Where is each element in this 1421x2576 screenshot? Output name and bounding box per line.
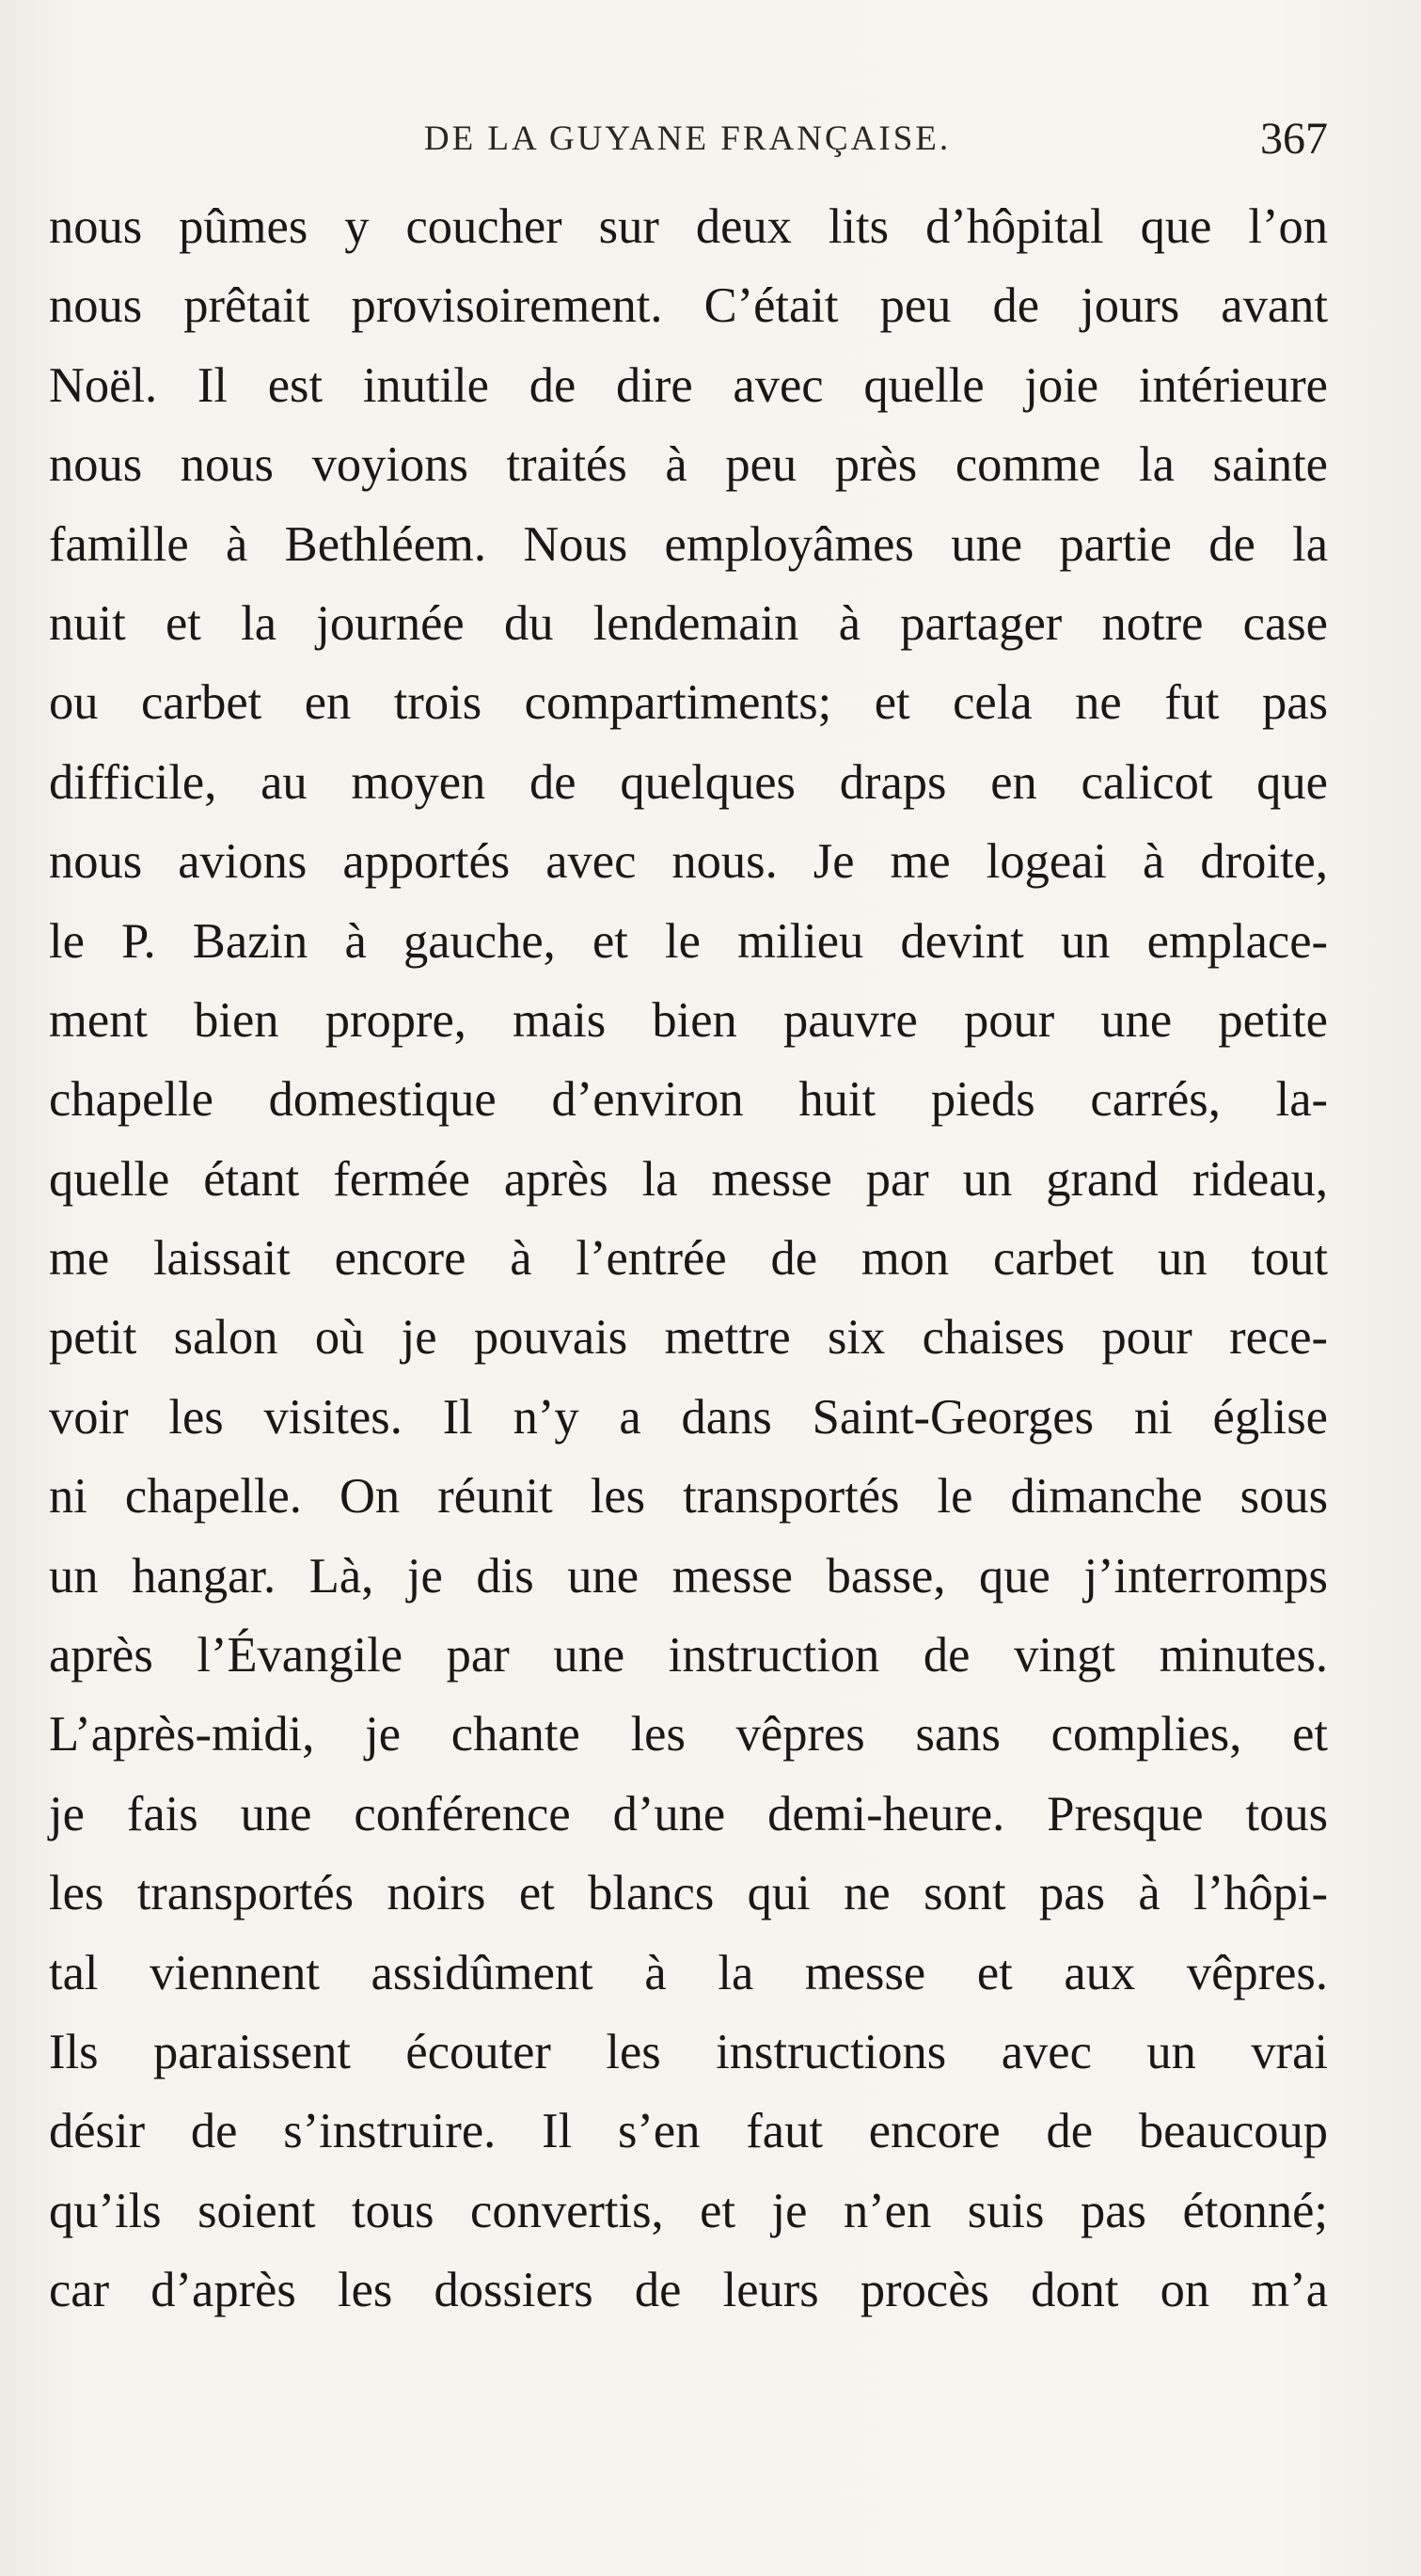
text-line: qu’ils soient tous convertis, et je n’en suis pas étonné; [49, 2183, 1328, 2238]
running-title: DE LA GUYANE FRANÇAISE. [423, 119, 952, 158]
text-line: le P. Bazin à gauche, et le milieu devint un emplace- [49, 913, 1328, 969]
text-line: chapelle domestique d’environ huit pieds carrés, la- [49, 1072, 1328, 1128]
text-line: voir les visites. Il n’y a dans Saint-Georges ni église [49, 1389, 1328, 1445]
text-line: petit salon où je pouvais mettre six chaises pour rece- [49, 1310, 1328, 1366]
text-line: ou carbet en trois compartiments; et cela ne fut pas [49, 675, 1328, 731]
text-line: nous nous voyions traités à peu près comme la sainte [49, 437, 1328, 493]
text-line: nous avions apportés avec nous. Je me logeai à droite, [49, 834, 1328, 890]
text-line: je fais une conférence d’une demi-heure. Presque tous [49, 1786, 1328, 1841]
text-line: les transportés noirs et blancs qui ne sont pas à l’hôpi- [49, 1866, 1328, 1921]
text-line: Noël. Il est inutile de dire avec quelle joie intérieure [49, 357, 1328, 413]
text-line: après l’Évangile par une instruction de vingt minutes. [49, 1628, 1328, 1683]
text-line: nous prêtait provisoirement. C’était peu de jours avant [49, 278, 1328, 334]
text-line: un hangar. Là, je dis une messe basse, que j’interromps [49, 1548, 1328, 1604]
text-line: famille à Bethléem. Nous employâmes une partie de la [49, 516, 1328, 572]
page-header [47, 111, 1328, 167]
page-number: 367 [1260, 114, 1328, 164]
text-line: Ils paraissent écouter les instructions avec un vrai [49, 2024, 1328, 2079]
text-line: car d’après les dossiers de leurs procès dont on m’a [49, 2263, 1328, 2318]
text-line: ment bien propre, mais bien pauvre pour une petite [49, 992, 1328, 1048]
text-line: nuit et la journée du lendemain à partager notre case [49, 595, 1328, 651]
text-line: tal viennent assidûment à la messe et aux vêpres. [49, 1945, 1328, 2000]
text-line: désir de s’instruire. Il s’en faut encore de beaucoup [49, 2104, 1328, 2159]
text-line: L’après-midi, je chante les vêpres sans complies, et [49, 1707, 1328, 1762]
text-line: quelle étant fermée après la messe par un grand rideau, [49, 1151, 1328, 1207]
body-text [49, 187, 1328, 2331]
text-line: ni chapelle. On réunit les transportés le dimanche sous [49, 1469, 1328, 1525]
text-line: nous pûmes y coucher sur deux lits d’hôpital que l’on [49, 199, 1328, 254]
text-line: me laissait encore à l’entrée de mon carbet un tout [49, 1231, 1328, 1287]
text-line: difficile, au moyen de quelques draps en calicot que [49, 754, 1328, 810]
